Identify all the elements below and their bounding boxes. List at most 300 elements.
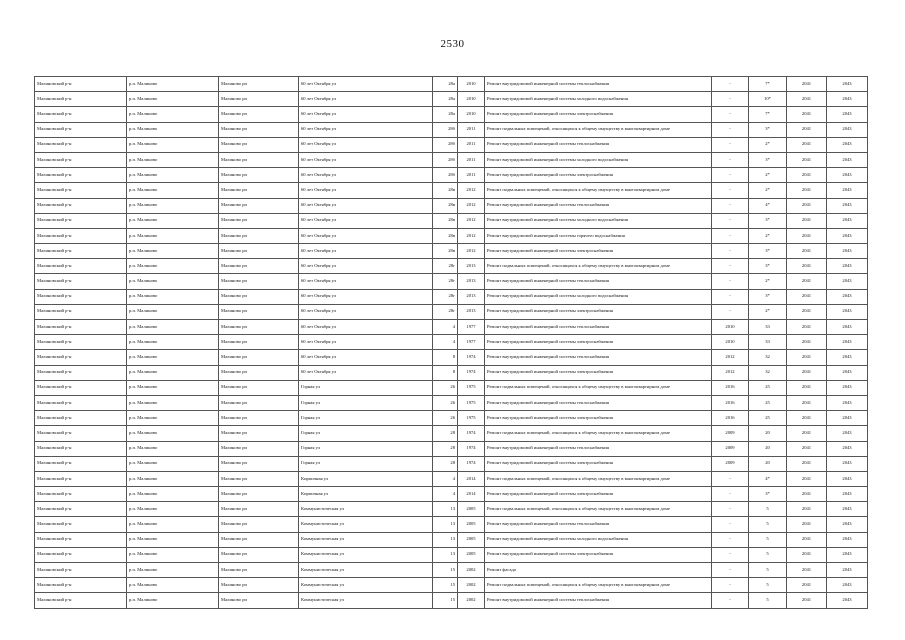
- cell-start-year: 2041: [787, 152, 827, 167]
- cell-street: Горная ул: [299, 426, 433, 441]
- cell-house: 28б: [433, 152, 458, 167]
- cell-last-repair: 2010: [712, 320, 749, 335]
- cell-end-year: 2043: [827, 441, 868, 456]
- cell-start-year: 2041: [787, 380, 827, 395]
- table-row: [35, 320, 868, 335]
- cell-municipality: Малиново рп: [219, 426, 299, 441]
- cell-settlement: р.п. Малиново: [127, 517, 219, 532]
- cell-end-year: 2043: [827, 517, 868, 532]
- cell-work-type: Ремонт подвальных помещений, относящихся к общему имуществу в многоквартирном доме: [485, 426, 712, 441]
- cell-last-repair: -: [712, 289, 749, 304]
- cell-years: 2*: [749, 168, 787, 183]
- cell-settlement: р.п. Малиново: [127, 228, 219, 243]
- cell-house: 8: [433, 350, 458, 365]
- cell-street: 60 лет Октября ул: [299, 350, 433, 365]
- cell-years: 2*: [749, 228, 787, 243]
- cell-settlement: р.п. Малиново: [127, 471, 219, 486]
- cell-years: 2*: [749, 274, 787, 289]
- cell-last-repair: 2016: [712, 411, 749, 426]
- cell-municipality: Малиново рп: [219, 365, 299, 380]
- cell-district: Малиновский р-н: [35, 532, 127, 547]
- table-row: [35, 426, 868, 441]
- cell-settlement: р.п. Малиново: [127, 320, 219, 335]
- cell-work-type: Ремонт внутридомовой инженерной системы теплоснабжения: [485, 593, 712, 608]
- cell-start-year: 2041: [787, 487, 827, 502]
- cell-district: Малиновский р-н: [35, 411, 127, 426]
- cell-district: Малиновский р-н: [35, 426, 127, 441]
- cell-district: Малиновский р-н: [35, 107, 127, 122]
- cell-end-year: 2043: [827, 471, 868, 486]
- cell-years: 20: [749, 441, 787, 456]
- cell-work-type: Ремонт внутридомовой инженерной системы теплоснабжения: [485, 320, 712, 335]
- cell-street: 60 лет Октября ул: [299, 259, 433, 274]
- cell-years: 5: [749, 502, 787, 517]
- cell-last-repair: 2012: [712, 350, 749, 365]
- cell-settlement: р.п. Малиново: [127, 593, 219, 608]
- cell-end-year: 2043: [827, 456, 868, 471]
- cell-municipality: Малиново рп: [219, 152, 299, 167]
- cell-district: Малиновский р-н: [35, 77, 127, 92]
- cell-year-built: 2005: [458, 502, 485, 517]
- cell-street: 60 лет Октября ул: [299, 274, 433, 289]
- cell-work-type: Ремонт внутридомовой инженерной системы холодного водоснабжения: [485, 213, 712, 228]
- cell-end-year: 2043: [827, 259, 868, 274]
- cell-settlement: р.п. Малиново: [127, 487, 219, 502]
- cell-house: 15: [433, 593, 458, 608]
- cell-work-type: Ремонт подвальных помещений, относящихся к общему имуществу в многоквартирном доме: [485, 122, 712, 137]
- cell-years: 3*: [749, 487, 787, 502]
- cell-years: 4*: [749, 471, 787, 486]
- cell-last-repair: 2009: [712, 441, 749, 456]
- cell-street: Горная ул: [299, 411, 433, 426]
- cell-years: 3*: [749, 213, 787, 228]
- cell-municipality: Малиново рп: [219, 593, 299, 608]
- cell-municipality: Малиново рп: [219, 411, 299, 426]
- cell-house: 28в: [433, 183, 458, 198]
- cell-years: 32: [749, 365, 787, 380]
- cell-last-repair: 2016: [712, 395, 749, 410]
- cell-settlement: р.п. Малиново: [127, 152, 219, 167]
- cell-end-year: 2043: [827, 304, 868, 319]
- cell-last-repair: 2016: [712, 380, 749, 395]
- cell-house: 15: [433, 563, 458, 578]
- cell-work-type: Ремонт подвальных помещений, относящихся к общему имуществу в многоквартирном доме: [485, 380, 712, 395]
- cell-municipality: Малиново рп: [219, 137, 299, 152]
- cell-year-built: 2012: [458, 198, 485, 213]
- cell-work-type: Ремонт внутридомовой инженерной системы теплоснабжения: [485, 137, 712, 152]
- cell-settlement: р.п. Малиново: [127, 578, 219, 593]
- cell-street: Коммунистическая ул: [299, 502, 433, 517]
- cell-municipality: Малиново рп: [219, 304, 299, 319]
- cell-end-year: 2043: [827, 365, 868, 380]
- cell-years: 3*: [749, 244, 787, 259]
- cell-last-repair: -: [712, 244, 749, 259]
- cell-end-year: 2043: [827, 487, 868, 502]
- cell-end-year: 2043: [827, 380, 868, 395]
- table-row: [35, 244, 868, 259]
- cell-street: 60 лет Октября ул: [299, 183, 433, 198]
- cell-settlement: р.п. Малиново: [127, 289, 219, 304]
- cell-house: 28: [433, 456, 458, 471]
- table-row: [35, 563, 868, 578]
- cell-last-repair: -: [712, 517, 749, 532]
- cell-district: Малиновский р-н: [35, 213, 127, 228]
- cell-house: 4: [433, 471, 458, 486]
- cell-end-year: 2043: [827, 107, 868, 122]
- cell-settlement: р.п. Малиново: [127, 335, 219, 350]
- cell-end-year: 2043: [827, 244, 868, 259]
- cell-last-repair: -: [712, 152, 749, 167]
- cell-start-year: 2041: [787, 547, 827, 562]
- cell-work-type: Ремонт внутридомовой инженерной системы электроснабжения: [485, 411, 712, 426]
- cell-year-built: 2002: [458, 578, 485, 593]
- cell-house: 28в: [433, 244, 458, 259]
- cell-year-built: 1974: [458, 426, 485, 441]
- cell-district: Малиновский р-н: [35, 92, 127, 107]
- cell-street: 60 лет Октября ул: [299, 335, 433, 350]
- cell-last-repair: -: [712, 578, 749, 593]
- cell-district: Малиновский р-н: [35, 168, 127, 183]
- cell-street: Коммунистическая ул: [299, 593, 433, 608]
- cell-work-type: Ремонт внутридомовой инженерной системы холодного водоснабжения: [485, 92, 712, 107]
- table-row: [35, 578, 868, 593]
- cell-street: 60 лет Октября ул: [299, 213, 433, 228]
- cell-street: Горная ул: [299, 456, 433, 471]
- cell-start-year: 2041: [787, 395, 827, 410]
- cell-settlement: р.п. Малиново: [127, 107, 219, 122]
- cell-years: 3*: [749, 289, 787, 304]
- cell-settlement: р.п. Малиново: [127, 395, 219, 410]
- cell-street: Кирпичная ул: [299, 471, 433, 486]
- cell-years: 2*: [749, 183, 787, 198]
- cell-years: 20: [749, 456, 787, 471]
- cell-years: 5: [749, 547, 787, 562]
- cell-settlement: р.п. Малиново: [127, 244, 219, 259]
- cell-year-built: 2002: [458, 593, 485, 608]
- cell-years: 32: [749, 350, 787, 365]
- cell-work-type: Ремонт внутридомовой инженерной системы электроснабжения: [485, 168, 712, 183]
- cell-year-built: 2010: [458, 107, 485, 122]
- cell-street: 60 лет Октября ул: [299, 137, 433, 152]
- cell-work-type: Ремонт подвальных помещений, относящихся к общему имуществу в многоквартирном доме: [485, 471, 712, 486]
- cell-end-year: 2043: [827, 395, 868, 410]
- cell-work-type: Ремонт внутридомовой инженерной системы холодного водоснабжения: [485, 532, 712, 547]
- cell-end-year: 2043: [827, 77, 868, 92]
- cell-end-year: 2043: [827, 335, 868, 350]
- cell-work-type: Ремонт подвальных помещений, относящихся к общему имуществу в многоквартирном доме: [485, 578, 712, 593]
- cell-municipality: Малиново рп: [219, 183, 299, 198]
- cell-start-year: 2041: [787, 259, 827, 274]
- table-row: [35, 289, 868, 304]
- cell-work-type: Ремонт внутридомовой инженерной системы холодного водоснабжения: [485, 152, 712, 167]
- cell-municipality: Малиново рп: [219, 320, 299, 335]
- cell-years: 7*: [749, 77, 787, 92]
- cell-municipality: Малиново рп: [219, 335, 299, 350]
- cell-start-year: 2041: [787, 517, 827, 532]
- cell-end-year: 2043: [827, 122, 868, 137]
- cell-district: Малиновский р-н: [35, 198, 127, 213]
- cell-district: Малиновский р-н: [35, 244, 127, 259]
- cell-work-type: Ремонт подвальных помещений, относящихся к общему имуществу в многоквартирном доме: [485, 502, 712, 517]
- cell-settlement: р.п. Малиново: [127, 259, 219, 274]
- cell-street: 60 лет Октября ул: [299, 365, 433, 380]
- cell-last-repair: -: [712, 122, 749, 137]
- cell-end-year: 2043: [827, 578, 868, 593]
- cell-district: Малиновский р-н: [35, 487, 127, 502]
- cell-district: Малиновский р-н: [35, 395, 127, 410]
- cell-year-built: 1974: [458, 365, 485, 380]
- cell-district: Малиновский р-н: [35, 183, 127, 198]
- cell-municipality: Малиново рп: [219, 92, 299, 107]
- cell-last-repair: 2009: [712, 426, 749, 441]
- cell-year-built: 2005: [458, 532, 485, 547]
- cell-street: Коммунистическая ул: [299, 517, 433, 532]
- cell-years: 3*: [749, 152, 787, 167]
- cell-municipality: Малиново рп: [219, 107, 299, 122]
- cell-year-built: 2013: [458, 304, 485, 319]
- cell-start-year: 2041: [787, 137, 827, 152]
- cell-year-built: 2011: [458, 168, 485, 183]
- cell-last-repair: -: [712, 77, 749, 92]
- table-row: [35, 441, 868, 456]
- cell-year-built: 2011: [458, 152, 485, 167]
- cell-settlement: р.п. Малиново: [127, 77, 219, 92]
- cell-year-built: 2012: [458, 244, 485, 259]
- cell-year-built: 2011: [458, 137, 485, 152]
- cell-street: 60 лет Октября ул: [299, 198, 433, 213]
- cell-last-repair: -: [712, 137, 749, 152]
- cell-street: Коммунистическая ул: [299, 532, 433, 547]
- cell-settlement: р.п. Малиново: [127, 426, 219, 441]
- cell-municipality: Малиново рп: [219, 441, 299, 456]
- cell-last-repair: -: [712, 259, 749, 274]
- cell-house: 13: [433, 517, 458, 532]
- cell-municipality: Малиново рп: [219, 578, 299, 593]
- cell-last-repair: -: [712, 228, 749, 243]
- cell-house: 28г: [433, 259, 458, 274]
- cell-settlement: р.п. Малиново: [127, 304, 219, 319]
- cell-start-year: 2041: [787, 365, 827, 380]
- cell-district: Малиновский р-н: [35, 335, 127, 350]
- cell-district: Малиновский р-н: [35, 320, 127, 335]
- cell-year-built: 2010: [458, 77, 485, 92]
- table-row: [35, 122, 868, 137]
- cell-year-built: 1974: [458, 456, 485, 471]
- cell-street: 60 лет Октября ул: [299, 244, 433, 259]
- cell-work-type: Ремонт внутридомовой инженерной системы теплоснабжения: [485, 198, 712, 213]
- table-row: [35, 259, 868, 274]
- cell-start-year: 2041: [787, 350, 827, 365]
- cell-house: 28в: [433, 228, 458, 243]
- cell-work-type: Ремонт внутридомовой инженерной системы холодного водоснабжения: [485, 289, 712, 304]
- cell-house: 28б: [433, 168, 458, 183]
- table-row: [35, 137, 868, 152]
- cell-start-year: 2041: [787, 593, 827, 608]
- cell-years: 25: [749, 395, 787, 410]
- cell-house: 13: [433, 532, 458, 547]
- cell-year-built: 2013: [458, 274, 485, 289]
- cell-house: 28а: [433, 77, 458, 92]
- table-row: [35, 365, 868, 380]
- cell-house: 13: [433, 502, 458, 517]
- cell-house: 28в: [433, 198, 458, 213]
- cell-years: 3*: [749, 122, 787, 137]
- cell-house: 28а: [433, 92, 458, 107]
- table-row: [35, 380, 868, 395]
- cell-end-year: 2043: [827, 168, 868, 183]
- cell-start-year: 2041: [787, 213, 827, 228]
- cell-street: 60 лет Октября ул: [299, 304, 433, 319]
- cell-start-year: 2041: [787, 92, 827, 107]
- cell-end-year: 2043: [827, 198, 868, 213]
- cell-last-repair: -: [712, 183, 749, 198]
- cell-settlement: р.п. Малиново: [127, 502, 219, 517]
- cell-street: Горная ул: [299, 395, 433, 410]
- cell-last-repair: -: [712, 471, 749, 486]
- cell-years: 10*: [749, 92, 787, 107]
- cell-years: 33: [749, 320, 787, 335]
- table-row: [35, 532, 868, 547]
- cell-settlement: р.п. Малиново: [127, 411, 219, 426]
- cell-start-year: 2041: [787, 183, 827, 198]
- cell-end-year: 2043: [827, 502, 868, 517]
- cell-end-year: 2043: [827, 152, 868, 167]
- cell-house: 28: [433, 426, 458, 441]
- cell-settlement: р.п. Малиново: [127, 92, 219, 107]
- table-row: [35, 395, 868, 410]
- cell-years: 5: [749, 578, 787, 593]
- cell-municipality: Малиново рп: [219, 456, 299, 471]
- cell-settlement: р.п. Малиново: [127, 456, 219, 471]
- cell-district: Малиновский р-н: [35, 365, 127, 380]
- cell-last-repair: -: [712, 274, 749, 289]
- cell-year-built: 2010: [458, 92, 485, 107]
- cell-district: Малиновский р-н: [35, 471, 127, 486]
- cell-house: 28г: [433, 304, 458, 319]
- cell-municipality: Малиново рп: [219, 198, 299, 213]
- cell-end-year: 2043: [827, 320, 868, 335]
- cell-street: 60 лет Октября ул: [299, 289, 433, 304]
- cell-work-type: Ремонт подвальных помещений, относящихся к общему имуществу в многоквартирном доме: [485, 183, 712, 198]
- cell-year-built: 1975: [458, 380, 485, 395]
- cell-district: Малиновский р-н: [35, 228, 127, 243]
- cell-start-year: 2041: [787, 441, 827, 456]
- cell-last-repair: -: [712, 532, 749, 547]
- cell-start-year: 2041: [787, 411, 827, 426]
- cell-house: 28: [433, 441, 458, 456]
- cell-work-type: Ремонт внутридомовой инженерной системы теплоснабжения: [485, 517, 712, 532]
- cell-end-year: 2043: [827, 426, 868, 441]
- cell-year-built: 1974: [458, 350, 485, 365]
- cell-house: 15: [433, 578, 458, 593]
- cell-year-built: 2005: [458, 547, 485, 562]
- cell-municipality: Малиново рп: [219, 213, 299, 228]
- cell-start-year: 2041: [787, 289, 827, 304]
- cell-street: 60 лет Октября ул: [299, 77, 433, 92]
- cell-year-built: 2014: [458, 471, 485, 486]
- cell-house: 28г: [433, 274, 458, 289]
- cell-last-repair: -: [712, 107, 749, 122]
- cell-district: Малиновский р-н: [35, 274, 127, 289]
- cell-end-year: 2043: [827, 563, 868, 578]
- cell-house: 28г: [433, 289, 458, 304]
- cell-municipality: Малиново рп: [219, 122, 299, 137]
- cell-start-year: 2041: [787, 244, 827, 259]
- cell-district: Малиновский р-н: [35, 304, 127, 319]
- cell-house: 26: [433, 411, 458, 426]
- cell-year-built: 1977: [458, 335, 485, 350]
- cell-end-year: 2043: [827, 274, 868, 289]
- cell-end-year: 2043: [827, 213, 868, 228]
- cell-house: 28б: [433, 137, 458, 152]
- cell-year-built: 2011: [458, 122, 485, 137]
- cell-year-built: 1977: [458, 320, 485, 335]
- cell-end-year: 2043: [827, 289, 868, 304]
- cell-work-type: Ремонт внутридомовой инженерной системы теплоснабжения: [485, 441, 712, 456]
- cell-settlement: р.п. Малиново: [127, 198, 219, 213]
- cell-start-year: 2041: [787, 426, 827, 441]
- cell-district: Малиновский р-н: [35, 152, 127, 167]
- cell-house: 26: [433, 380, 458, 395]
- cell-years: 2*: [749, 304, 787, 319]
- cell-municipality: Малиново рп: [219, 274, 299, 289]
- cell-street: Коммунистическая ул: [299, 547, 433, 562]
- table-row: [35, 471, 868, 486]
- cell-start-year: 2041: [787, 578, 827, 593]
- cell-street: Коммунистическая ул: [299, 578, 433, 593]
- cell-work-type: Ремонт внутридомовой инженерной системы теплоснабжения: [485, 77, 712, 92]
- cell-years: 5: [749, 532, 787, 547]
- cell-years: 5: [749, 563, 787, 578]
- cell-municipality: Малиново рп: [219, 471, 299, 486]
- cell-municipality: Малиново рп: [219, 547, 299, 562]
- cell-settlement: р.п. Малиново: [127, 380, 219, 395]
- cell-house: 26: [433, 395, 458, 410]
- cell-year-built: 2012: [458, 213, 485, 228]
- cell-last-repair: 2010: [712, 335, 749, 350]
- cell-last-repair: 2009: [712, 456, 749, 471]
- cell-start-year: 2041: [787, 532, 827, 547]
- cell-district: Малиновский р-н: [35, 456, 127, 471]
- cell-end-year: 2043: [827, 137, 868, 152]
- cell-end-year: 2043: [827, 183, 868, 198]
- cell-district: Малиновский р-н: [35, 502, 127, 517]
- table-row: [35, 107, 868, 122]
- table-row: [35, 92, 868, 107]
- cell-municipality: Малиново рп: [219, 289, 299, 304]
- cell-work-type: Ремонт внутридомовой инженерной системы электроснабжения: [485, 244, 712, 259]
- table-row: [35, 456, 868, 471]
- cell-work-type: Ремонт внутридомовой инженерной системы электроснабжения: [485, 335, 712, 350]
- cell-house: 4: [433, 335, 458, 350]
- cell-last-repair: -: [712, 502, 749, 517]
- cell-settlement: р.п. Малиново: [127, 350, 219, 365]
- table-row: [35, 168, 868, 183]
- cell-years: 25: [749, 411, 787, 426]
- table-row: [35, 198, 868, 213]
- cell-house: 4: [433, 487, 458, 502]
- cell-start-year: 2041: [787, 228, 827, 243]
- cell-municipality: Малиново рп: [219, 532, 299, 547]
- cell-district: Малиновский р-н: [35, 380, 127, 395]
- cell-years: 4*: [749, 198, 787, 213]
- cell-work-type: Ремонт внутридомовой инженерной системы электроснабжения: [485, 365, 712, 380]
- cell-municipality: Малиново рп: [219, 563, 299, 578]
- cell-year-built: 2013: [458, 259, 485, 274]
- cell-settlement: р.п. Малиново: [127, 213, 219, 228]
- cell-last-repair: -: [712, 304, 749, 319]
- cell-start-year: 2041: [787, 274, 827, 289]
